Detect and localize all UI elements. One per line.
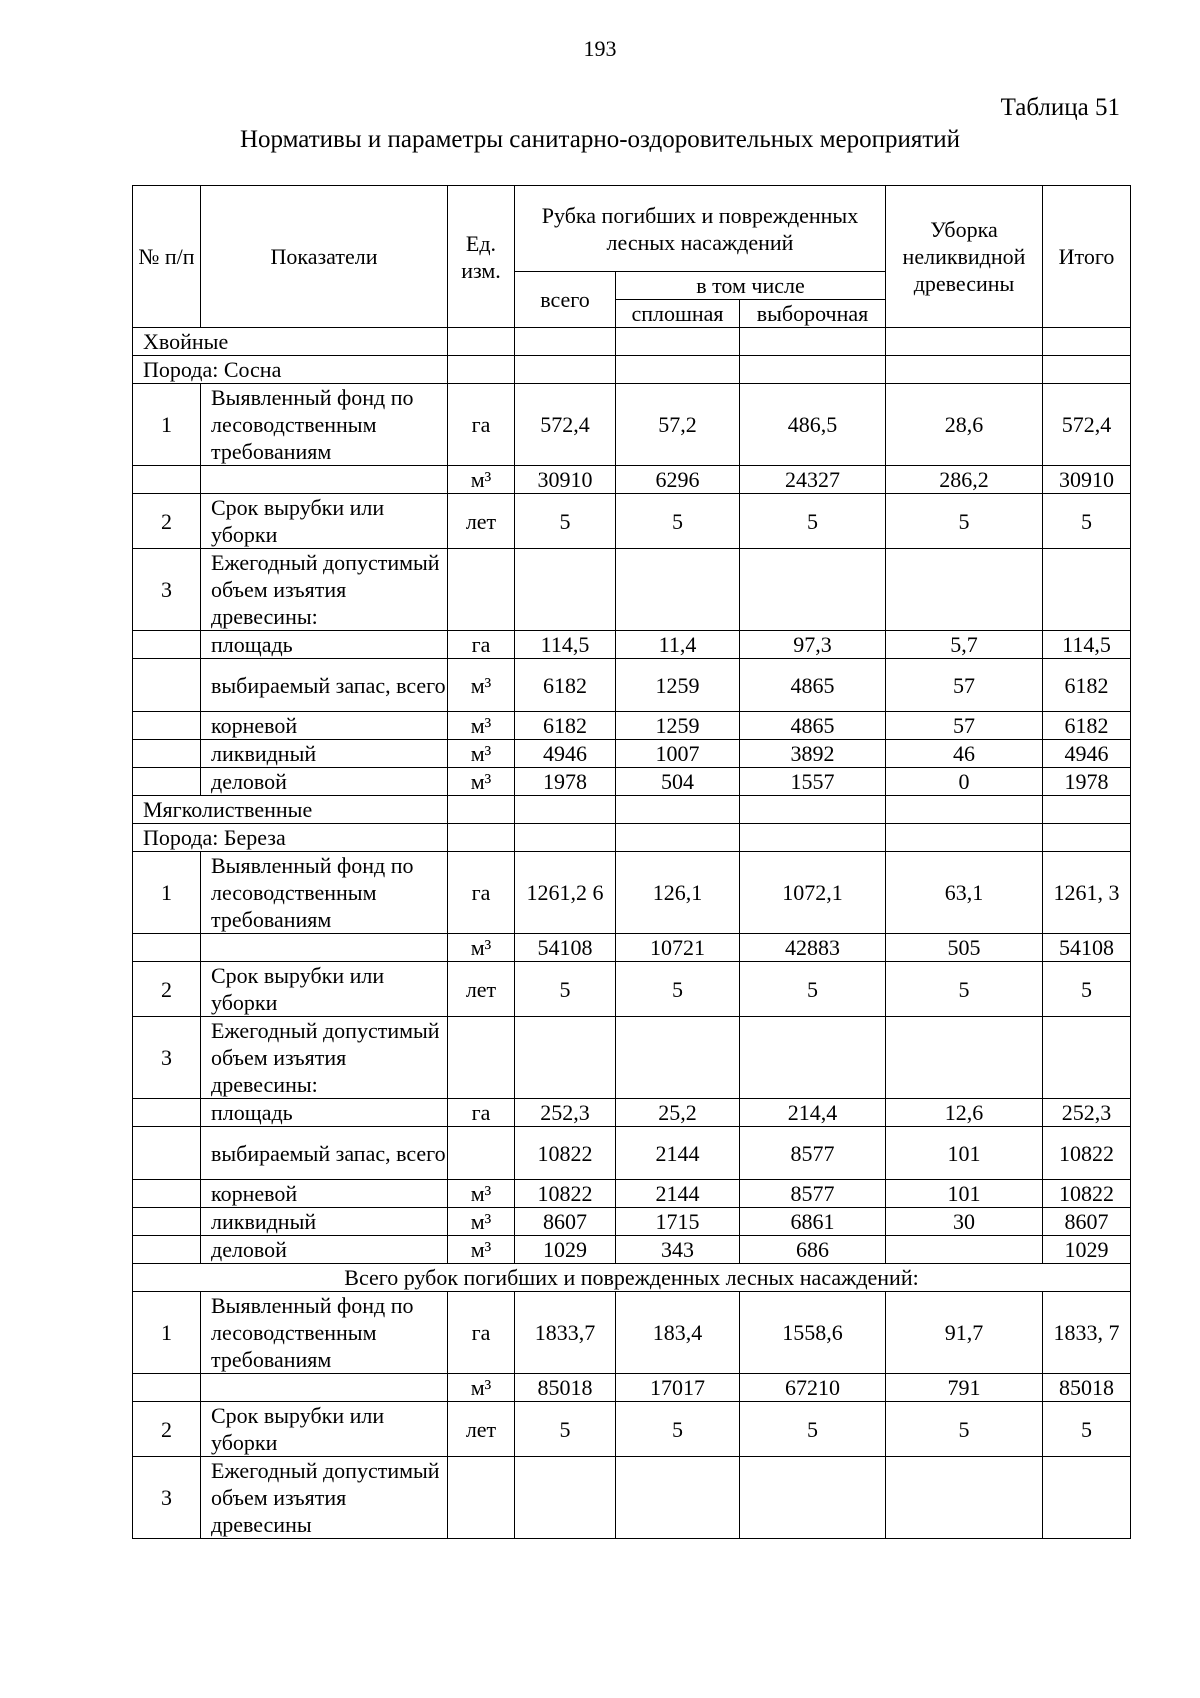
row-number: 1 (133, 1292, 201, 1374)
value-itogo: 1029 (1043, 1236, 1131, 1264)
value-itogo: 572,4 (1043, 384, 1131, 466)
unit-cell: лет (448, 1402, 515, 1457)
indicator-label: Ежегодный допустимый объем изъятия древесины: (201, 549, 448, 631)
table-label: Таблица 51 (1000, 94, 1120, 121)
value-clear: 25,2 (616, 1099, 740, 1127)
row-number (133, 768, 201, 796)
value-cleanup: 791 (886, 1374, 1043, 1402)
value-cleanup (886, 1457, 1043, 1539)
unit-cell: м³ (448, 1374, 515, 1402)
table-row (133, 328, 1131, 356)
indicator-label: корневой (201, 712, 448, 740)
value-selective: 5 (740, 962, 886, 1017)
value-itogo: 6182 (1043, 659, 1131, 712)
indicator-label: ликвидный (201, 1208, 448, 1236)
value-total: 5 (515, 962, 616, 1017)
unit-cell: лет (448, 494, 515, 549)
value-selective: 8577 (740, 1180, 886, 1208)
indicator-label: Срок вырубки или уборки (201, 1402, 448, 1457)
value-itogo: 1261, 3 (1043, 852, 1131, 934)
value-clear: 1715 (616, 1208, 740, 1236)
table-title: Нормативы и параметры санитарно-оздоровительных мероприятий (239, 126, 961, 153)
header-total-sub: всего (515, 272, 616, 328)
table-row (133, 384, 1131, 466)
value-total (515, 1017, 616, 1099)
unit-cell: га (448, 852, 515, 934)
value-cleanup: 57 (886, 659, 1043, 712)
value-total: 252,3 (515, 1099, 616, 1127)
header-num: № п/п (133, 186, 201, 328)
value-clear: 5 (616, 1402, 740, 1457)
value-clear: 504 (616, 768, 740, 796)
value-clear: 57,2 (616, 384, 740, 466)
value-selective: 4865 (740, 659, 886, 712)
value-itogo: 5 (1043, 962, 1131, 1017)
table-row (133, 1127, 1131, 1180)
unit-cell (448, 1457, 515, 1539)
value-total: 5 (515, 1402, 616, 1457)
value-cleanup: 5 (886, 494, 1043, 549)
row-number (133, 1236, 201, 1264)
empty-cell (1043, 328, 1131, 356)
value-total: 572,4 (515, 384, 616, 466)
table-row (133, 740, 1131, 768)
value-clear: 6296 (616, 466, 740, 494)
table-row (133, 631, 1131, 659)
empty-cell (515, 796, 616, 824)
value-clear: 1259 (616, 712, 740, 740)
row-number (133, 1374, 201, 1402)
value-clear: 5 (616, 494, 740, 549)
empty-cell (448, 356, 515, 384)
value-clear: 2144 (616, 1180, 740, 1208)
value-cleanup: 101 (886, 1180, 1043, 1208)
empty-cell (616, 796, 740, 824)
indicator-label: Срок вырубки или уборки (201, 494, 448, 549)
empty-cell (1043, 824, 1131, 852)
row-number: 3 (133, 1017, 201, 1099)
value-selective: 214,4 (740, 1099, 886, 1127)
value-itogo: 8607 (1043, 1208, 1131, 1236)
value-total (515, 549, 616, 631)
indicator-label (201, 934, 448, 962)
value-cleanup: 101 (886, 1127, 1043, 1180)
row-number (133, 1208, 201, 1236)
value-cleanup: 28,6 (886, 384, 1043, 466)
row-number: 3 (133, 549, 201, 631)
indicator-label: ликвидный (201, 740, 448, 768)
row-number (133, 466, 201, 494)
empty-cell (448, 328, 515, 356)
value-clear: 10721 (616, 934, 740, 962)
empty-cell (1043, 356, 1131, 384)
indicator-label: выбираемый запас, всего (201, 1127, 448, 1180)
table-row (133, 466, 1131, 494)
table-row (133, 1017, 1131, 1099)
value-clear (616, 1017, 740, 1099)
row-number (133, 934, 201, 962)
empty-cell (515, 824, 616, 852)
value-total (515, 1457, 616, 1539)
value-cleanup: 0 (886, 768, 1043, 796)
table-row (133, 934, 1131, 962)
table-row (133, 852, 1131, 934)
value-itogo: 85018 (1043, 1374, 1131, 1402)
value-total: 10822 (515, 1180, 616, 1208)
value-selective: 3892 (740, 740, 886, 768)
value-clear: 17017 (616, 1374, 740, 1402)
table-row (133, 1374, 1131, 1402)
unit-cell: м³ (448, 768, 515, 796)
value-clear (616, 549, 740, 631)
value-clear: 343 (616, 1236, 740, 1264)
table-header (133, 186, 1131, 328)
empty-cell (616, 328, 740, 356)
table-row (133, 768, 1131, 796)
value-selective: 686 (740, 1236, 886, 1264)
value-itogo: 1978 (1043, 768, 1131, 796)
unit-cell: га (448, 384, 515, 466)
value-selective: 67210 (740, 1374, 886, 1402)
value-itogo: 114,5 (1043, 631, 1131, 659)
value-clear: 183,4 (616, 1292, 740, 1374)
indicator-label (201, 466, 448, 494)
value-itogo (1043, 1017, 1131, 1099)
unit-cell: м³ (448, 740, 515, 768)
value-clear: 11,4 (616, 631, 740, 659)
unit-cell: м³ (448, 934, 515, 962)
value-selective (740, 549, 886, 631)
value-cleanup (886, 1017, 1043, 1099)
indicator-label: Выявленный фонд по лесоводственным требованиям (201, 1292, 448, 1374)
value-clear (616, 1457, 740, 1539)
unit-cell: га (448, 631, 515, 659)
header-itogo: Итого (1043, 186, 1131, 328)
value-selective: 24327 (740, 466, 886, 494)
value-itogo: 4946 (1043, 740, 1131, 768)
value-cleanup: 5,7 (886, 631, 1043, 659)
table-row (133, 356, 1131, 384)
value-cleanup: 63,1 (886, 852, 1043, 934)
row-number: 1 (133, 384, 201, 466)
table-row (133, 712, 1131, 740)
empty-cell (740, 328, 886, 356)
unit-cell: м³ (448, 1180, 515, 1208)
value-total: 8607 (515, 1208, 616, 1236)
empty-cell (886, 328, 1043, 356)
value-selective: 1558,6 (740, 1292, 886, 1374)
table-row (133, 1236, 1131, 1264)
value-selective: 6861 (740, 1208, 886, 1236)
section-label: Порода: Сосна (133, 356, 448, 384)
table-row (133, 494, 1131, 549)
value-clear: 5 (616, 962, 740, 1017)
indicator-label: деловой (201, 768, 448, 796)
value-itogo (1043, 1457, 1131, 1539)
value-total: 1833,7 (515, 1292, 616, 1374)
value-itogo: 252,3 (1043, 1099, 1131, 1127)
section-label: Всего рубок погибших и поврежденных лесных насаждений: (133, 1264, 1131, 1292)
unit-cell: лет (448, 962, 515, 1017)
indicator-label: площадь (201, 1099, 448, 1127)
value-selective: 97,3 (740, 631, 886, 659)
value-cleanup (886, 1236, 1043, 1264)
value-total: 1261,2 6 (515, 852, 616, 934)
value-total: 1978 (515, 768, 616, 796)
indicator-label: выбираемый запас, всего (201, 659, 448, 712)
value-itogo: 30910 (1043, 466, 1131, 494)
value-cleanup (886, 549, 1043, 631)
empty-cell (515, 328, 616, 356)
indicator-label: Ежегодный допустимый объем изъятия древесины (201, 1457, 448, 1539)
value-itogo: 10822 (1043, 1127, 1131, 1180)
table-row (133, 1099, 1131, 1127)
header-including: в том числе (616, 272, 886, 300)
header-indicators: Показатели (201, 186, 448, 328)
table-body (133, 328, 1131, 1539)
unit-cell (448, 549, 515, 631)
table-row (133, 962, 1131, 1017)
value-total: 1029 (515, 1236, 616, 1264)
value-selective: 4865 (740, 712, 886, 740)
row-number (133, 740, 201, 768)
indicator-label (201, 1374, 448, 1402)
header-cleanup: Уборка неликвидной древесины (886, 186, 1043, 328)
unit-cell: га (448, 1099, 515, 1127)
row-number (133, 659, 201, 712)
value-selective (740, 1457, 886, 1539)
row-number: 2 (133, 962, 201, 1017)
value-cleanup: 30 (886, 1208, 1043, 1236)
value-itogo (1043, 549, 1131, 631)
indicator-label: Выявленный фонд по лесоводственным требованиям (201, 384, 448, 466)
empty-cell (1043, 796, 1131, 824)
value-cleanup: 12,6 (886, 1099, 1043, 1127)
value-selective: 1557 (740, 768, 886, 796)
table-row (133, 796, 1131, 824)
value-itogo: 54108 (1043, 934, 1131, 962)
indicator-label: площадь (201, 631, 448, 659)
empty-cell (886, 356, 1043, 384)
value-selective: 486,5 (740, 384, 886, 466)
row-number: 2 (133, 494, 201, 549)
row-number: 3 (133, 1457, 201, 1539)
indicator-label: деловой (201, 1236, 448, 1264)
unit-cell: м³ (448, 466, 515, 494)
indicator-label: Выявленный фонд по лесоводственным требованиям (201, 852, 448, 934)
value-cleanup: 5 (886, 1402, 1043, 1457)
section-label: Хвойные (133, 328, 448, 356)
value-clear: 126,1 (616, 852, 740, 934)
unit-cell (448, 1127, 515, 1180)
empty-cell (886, 824, 1043, 852)
value-cleanup: 286,2 (886, 466, 1043, 494)
table-row (133, 1208, 1131, 1236)
header-selective: выборочная (740, 300, 886, 328)
value-total: 4946 (515, 740, 616, 768)
table-row (133, 659, 1131, 712)
value-total: 30910 (515, 466, 616, 494)
value-selective: 5 (740, 1402, 886, 1457)
table-row (133, 549, 1131, 631)
value-selective: 42883 (740, 934, 886, 962)
table-row (133, 1457, 1131, 1539)
value-cleanup: 5 (886, 962, 1043, 1017)
value-selective: 1072,1 (740, 852, 886, 934)
value-total: 10822 (515, 1127, 616, 1180)
value-total: 5 (515, 494, 616, 549)
table-row (133, 1264, 1131, 1292)
value-total: 114,5 (515, 631, 616, 659)
section-label: Порода: Береза (133, 824, 448, 852)
value-clear: 1259 (616, 659, 740, 712)
value-itogo: 5 (1043, 494, 1131, 549)
value-total: 85018 (515, 1374, 616, 1402)
value-selective: 8577 (740, 1127, 886, 1180)
value-cleanup: 91,7 (886, 1292, 1043, 1374)
value-clear: 2144 (616, 1127, 740, 1180)
empty-cell (740, 356, 886, 384)
standards-table (132, 185, 1131, 1539)
empty-cell (448, 796, 515, 824)
value-cleanup: 46 (886, 740, 1043, 768)
value-itogo: 6182 (1043, 712, 1131, 740)
header-felling: Рубка погибших и поврежденных лесных насаждений (515, 186, 886, 272)
value-selective: 5 (740, 494, 886, 549)
row-number: 2 (133, 1402, 201, 1457)
page-number: 193 (583, 36, 617, 61)
empty-cell (616, 356, 740, 384)
row-number: 1 (133, 852, 201, 934)
indicator-label: Ежегодный допустимый объем изъятия древесины: (201, 1017, 448, 1099)
unit-cell: м³ (448, 1208, 515, 1236)
empty-cell (886, 796, 1043, 824)
unit-cell: м³ (448, 1236, 515, 1264)
empty-cell (740, 824, 886, 852)
value-total: 6182 (515, 659, 616, 712)
table-row (133, 1292, 1131, 1374)
row-number (133, 631, 201, 659)
value-selective (740, 1017, 886, 1099)
empty-cell (740, 796, 886, 824)
empty-cell (515, 356, 616, 384)
empty-cell (616, 824, 740, 852)
value-total: 54108 (515, 934, 616, 962)
value-itogo: 10822 (1043, 1180, 1131, 1208)
row-number (133, 712, 201, 740)
row-number (133, 1127, 201, 1180)
header-unit: Ед. изм. (448, 186, 515, 328)
indicator-label: Срок вырубки или уборки (201, 962, 448, 1017)
value-itogo: 5 (1043, 1402, 1131, 1457)
value-cleanup: 505 (886, 934, 1043, 962)
table-row (133, 824, 1131, 852)
row-number (133, 1180, 201, 1208)
value-cleanup: 57 (886, 712, 1043, 740)
section-label: Мягколиственные (133, 796, 448, 824)
row-number (133, 1099, 201, 1127)
header-clear: сплошная (616, 300, 740, 328)
unit-cell: м³ (448, 712, 515, 740)
unit-cell: м³ (448, 659, 515, 712)
table-row (133, 1180, 1131, 1208)
empty-cell (448, 824, 515, 852)
unit-cell: га (448, 1292, 515, 1374)
value-itogo: 1833, 7 (1043, 1292, 1131, 1374)
value-clear: 1007 (616, 740, 740, 768)
table-row (133, 1402, 1131, 1457)
unit-cell (448, 1017, 515, 1099)
value-total: 6182 (515, 712, 616, 740)
indicator-label: корневой (201, 1180, 448, 1208)
